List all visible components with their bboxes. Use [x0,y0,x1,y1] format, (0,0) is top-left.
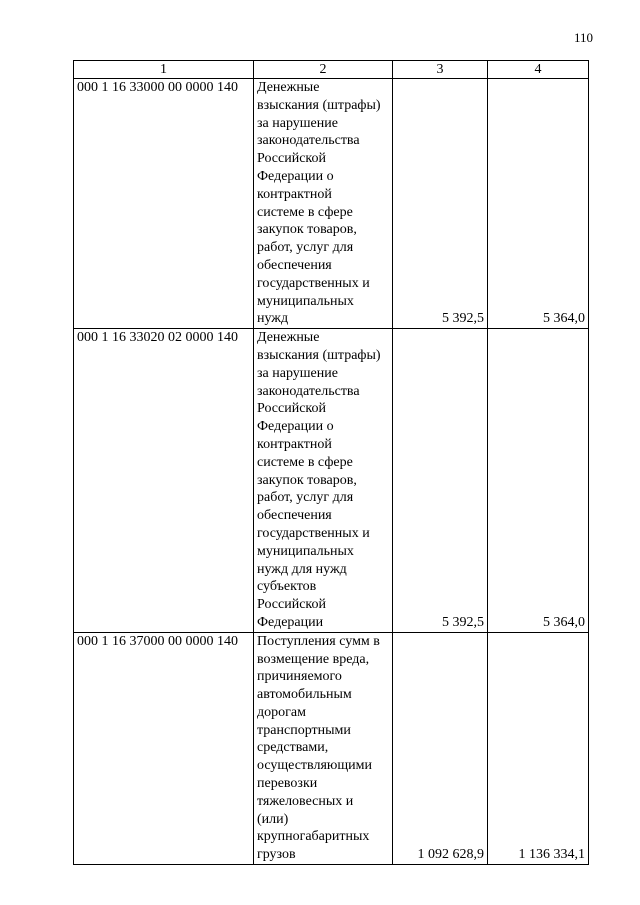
amount-col-3-cell: 5 392,5 [393,329,488,633]
description-line: обеспечения [257,257,332,273]
description-line: системе в сфере [257,204,353,220]
description-line: муниципальных [257,293,354,309]
description-line: дорогам [257,704,306,720]
amount-col-3-cell: 1 092 628,9 [393,632,488,864]
description-line: муниципальных [257,543,354,559]
description-line: транспортными [257,722,351,738]
description-line: работ, услуг для [257,240,354,256]
description-line: крупногабаритных [257,829,370,845]
description-line: Российской [257,151,326,167]
description-line: перевозки [257,776,318,792]
table-row [74,79,589,329]
description-cell [254,79,393,329]
description-line: Денежные [257,330,320,346]
table-body [74,79,589,865]
description-line: возмещение вреда, [257,651,370,667]
description-line: Федерации о [257,168,334,184]
description-line: законодательства [257,133,360,149]
description-line: государственных и [257,525,370,541]
budget-code-cell: 000 1 16 33000 00 0000 140 [74,79,254,329]
description-line: Российской [257,597,326,613]
description-line: государственных и [257,275,370,291]
description-line: контрактной [257,186,332,202]
description-line: системе в сфере [257,454,353,470]
description-line: закупок товаров, [257,472,357,488]
header-col-2: 2 [254,61,393,79]
amount-col-4-cell: 1 136 334,1 [488,632,589,864]
table-row [74,632,589,864]
description-line: тяжеловесных и [257,793,354,809]
header-col-4: 4 [488,61,589,79]
description-line: осуществляющими [257,758,372,774]
description-line: обеспечения [257,508,332,524]
description-line: Федерации о [257,419,334,435]
description-line: взыскания (штрафы) [257,97,381,113]
description-line: средствами, [257,740,329,756]
amount-col-4-cell: 5 364,0 [488,329,589,633]
description-line: Российской [257,401,326,417]
description-line: закупок товаров, [257,222,357,238]
description-line: (или) [257,811,289,827]
budget-code-cell: 000 1 16 33020 02 0000 140 [74,329,254,633]
header-col-1: 1 [74,61,254,79]
description-line: причиняемого [257,669,342,685]
table-header [74,61,589,79]
description-line: Федерации [257,614,324,630]
description-line: законодательства [257,383,360,399]
description-line: контрактной [257,436,332,452]
description-line: субъектов [257,579,317,595]
description-line: за нарушение [257,365,338,381]
amount-col-3-cell: 5 392,5 [393,79,488,329]
budget-table [73,60,589,865]
page-number: 110 [573,30,593,45]
description-line: Поступления сумм в [257,633,380,649]
amount-col-4-cell: 5 364,0 [488,79,589,329]
description-line: за нарушение [257,115,338,131]
description-cell [254,329,393,633]
description-line: автомобильным [257,687,352,703]
description-line: взыскания (штрафы) [257,347,381,363]
table-row [74,329,589,633]
header-col-3: 3 [393,61,488,79]
description-cell [254,632,393,864]
header-row [74,61,589,79]
budget-code-cell: 000 1 16 37000 00 0000 140 [74,632,254,864]
description-line: нужд [257,311,289,327]
description-line: грузов [257,847,296,863]
description-line: нужд для нужд [257,561,347,577]
description-line: работ, услуг для [257,490,354,506]
description-line: Денежные [257,80,320,95]
